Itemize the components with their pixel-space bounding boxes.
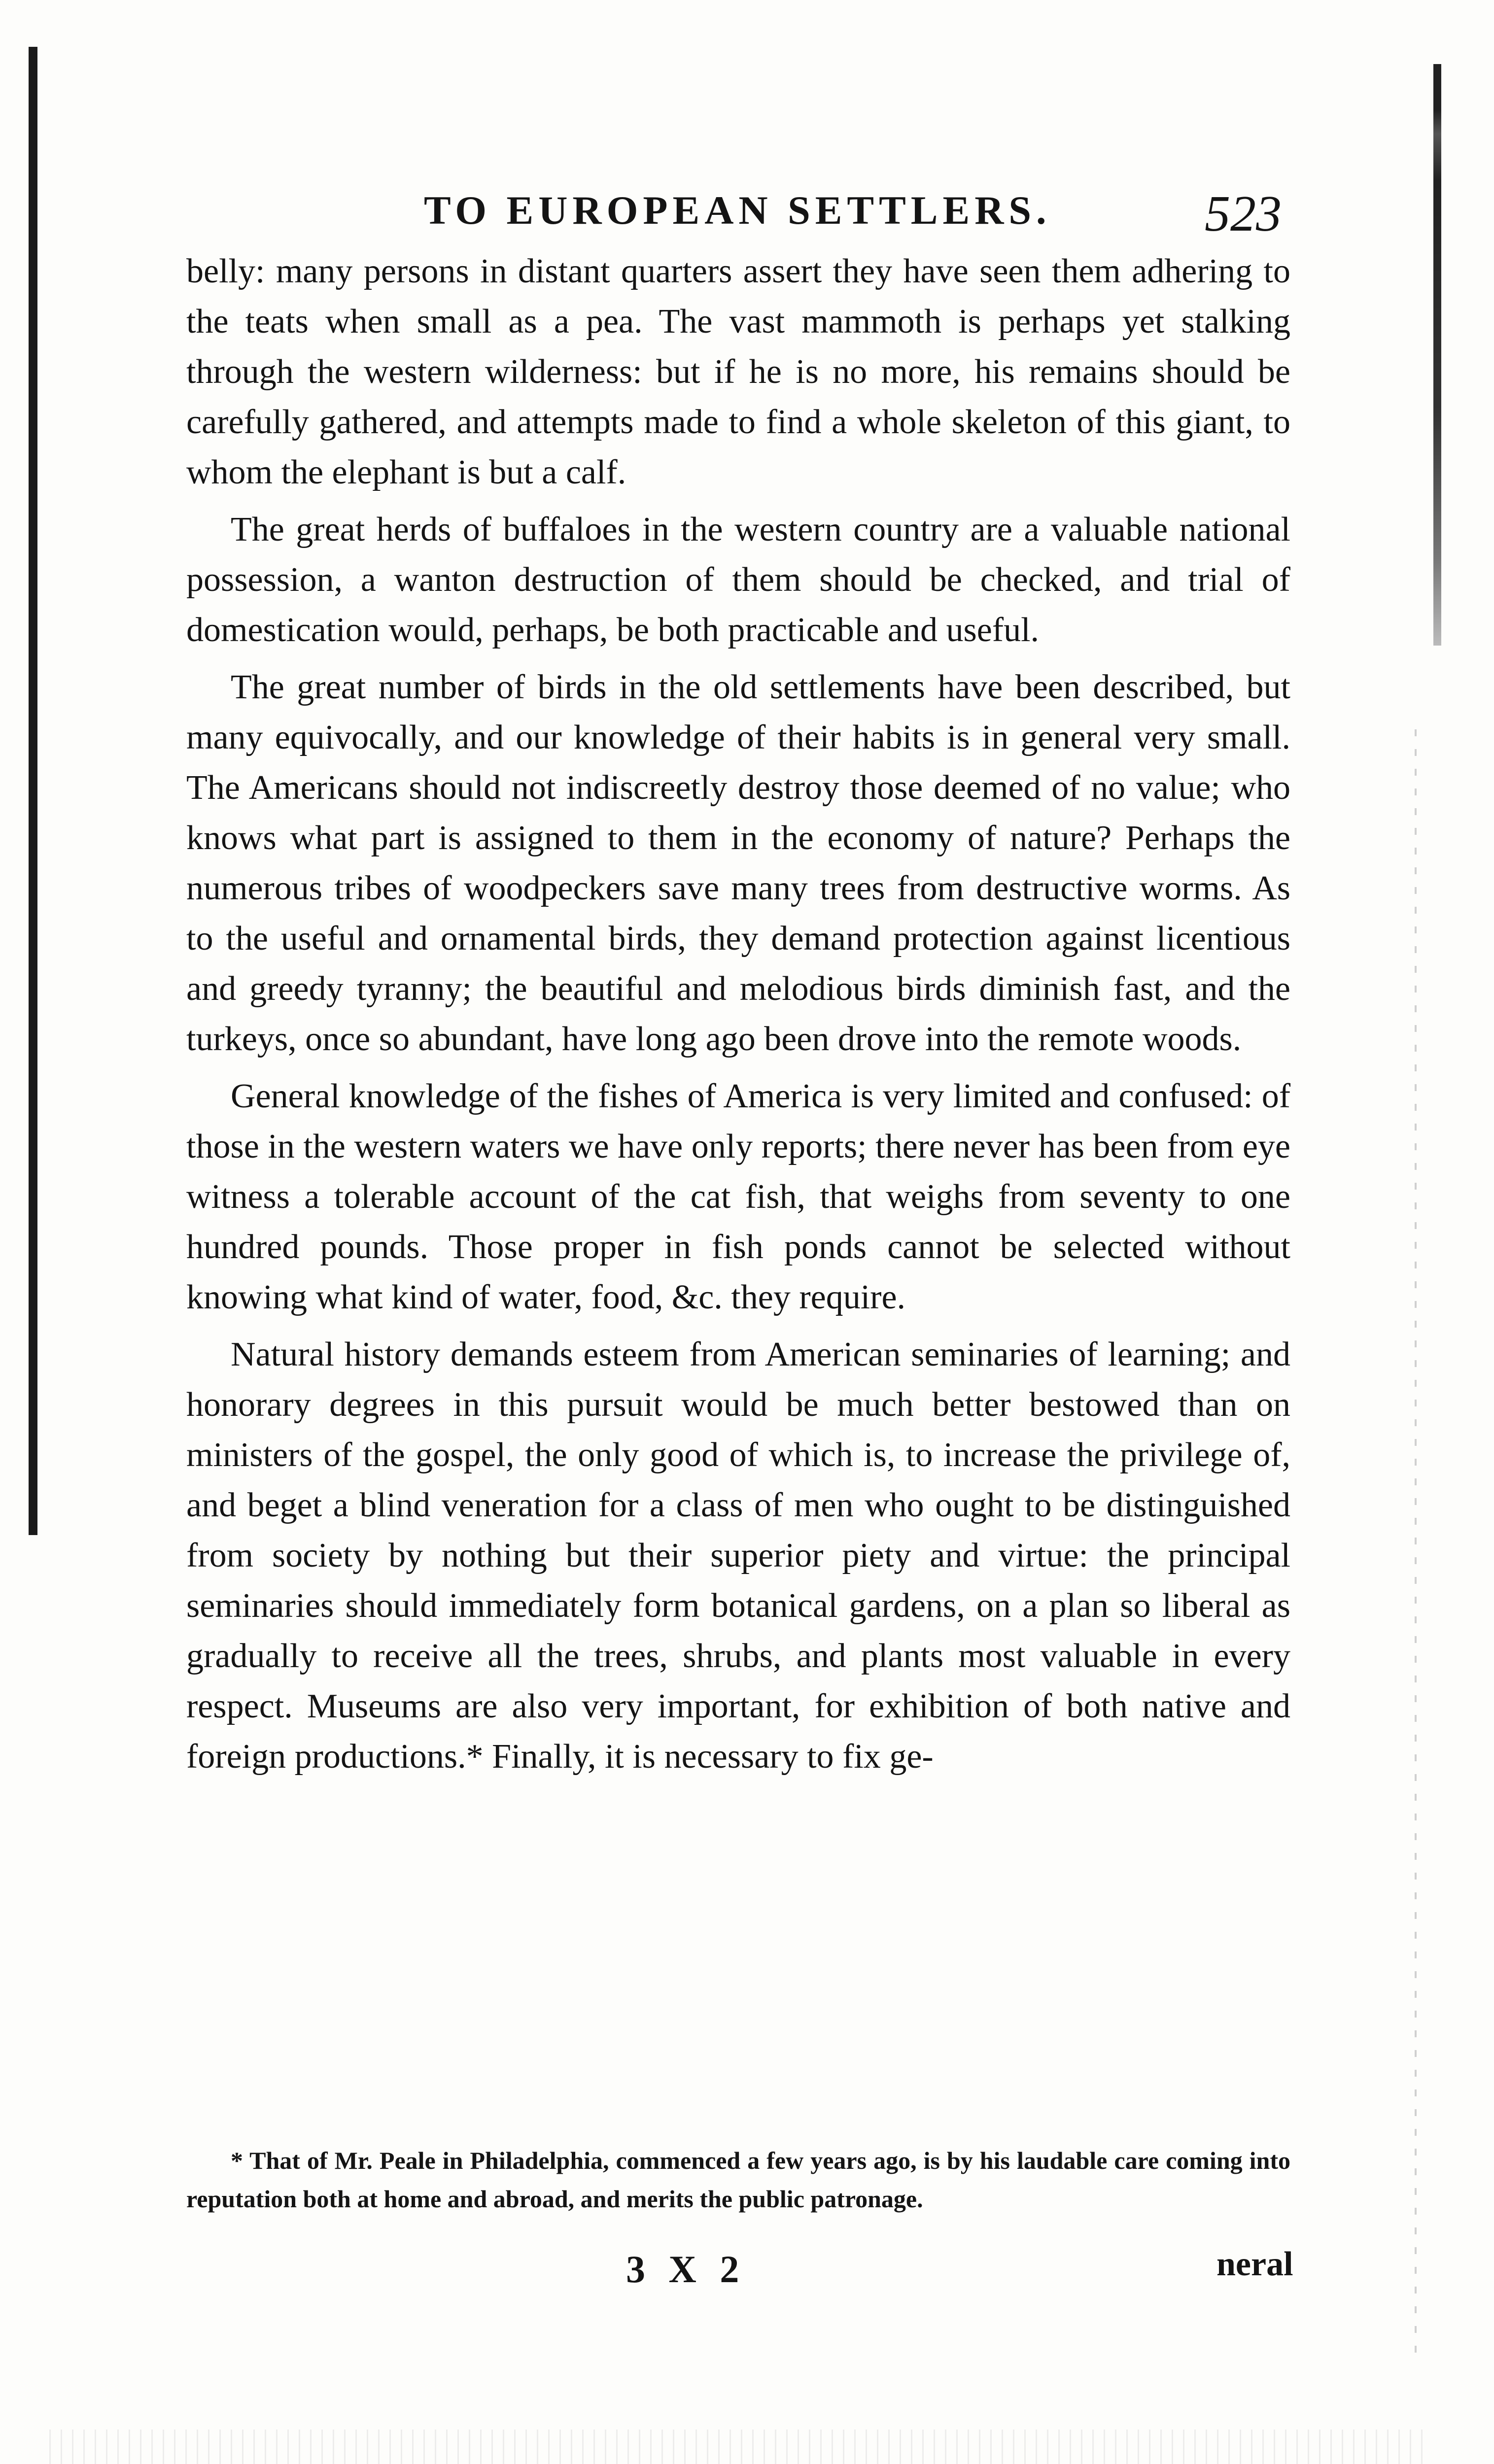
- body-text: [186, 246, 1290, 1789]
- paragraph: The great number of birds in the old settlements have been described, but many equivocally, and our knowledge of their habits is in general very small. The Americans should not indiscreetly destroy those deemed of no value; who knows what part is assigned to them in the economy of nature? Perhaps the numerous tribes of woodpeckers save many trees from destructive worms. As to the useful and ornamental birds, they demand protection against licentious and greedy tyranny; the beautiful and melodious birds diminish fast, and the turkeys, once so abundant, have long ago been drove into the remote woods.: [186, 668, 1290, 1058]
- page-number: 523: [1205, 185, 1282, 242]
- running-head: [187, 187, 1282, 246]
- paragraph: Natural history demands esteem from American seminaries of learning; and honorary degrees in this pursuit would be much better bestowed than on ministers of the gospel, the only good of which is, to increase the privilege of, and beget a blind veneration for a class of men who ought to be distinguished from society by nothing but their superior piety and virtue: the principal seminaries should immediately form botanical gardens, on a plan so liberal as gradually to receive all the trees, shrubs, and plants most valuable in every respect. Museums are also very important, for exhibition of both native and foreign productions.* Finally, it is necessary to fix ge-: [186, 1335, 1290, 1776]
- footnote: * That of Mr. Peale in Philadelphia, commenced a few years ago, is by his laudable care coming into reputation both at home and abroad, and merits the public patronage.: [186, 2147, 1290, 2213]
- paragraph: General knowledge of the fishes of America is very limited and confused: of those in the western waters we have only reports; there never has been from eye witness a tolerable account of the cat fish, that weighs from seventy to one hundred pounds. Those proper in fish ponds cannot be selected without knowing what kind of water, food, &c. they require.: [186, 1077, 1290, 1316]
- catchword: neral: [1216, 2245, 1293, 2283]
- scan-edge-mark: [1433, 64, 1441, 646]
- running-title: TO EUROPEAN SETTLERS.: [424, 188, 1051, 233]
- signature-mark: 3 X 2: [626, 2248, 746, 2291]
- paragraph: belly: many persons in distant quarters assert they have seen them adhering to the teats when small as a pea. The vast mammoth is perhaps yet stalking through the western wilderness: but if he is no more, his remains should be carefully gathered, and attempts made to find a whole skeleton of this giant, to whom the elephant is but a calf.: [186, 252, 1290, 491]
- scan-binding-shadow: [29, 47, 37, 1535]
- paragraph: The great herds of buffaloes in the western country are a valuable national possession, a wanton destruction of them should be checked, and trial of domestication would, perhaps, be both practicable and useful.: [186, 511, 1290, 649]
- scan-edge-speckle: [1415, 729, 1417, 2356]
- scan-noise: [49, 2430, 1429, 2464]
